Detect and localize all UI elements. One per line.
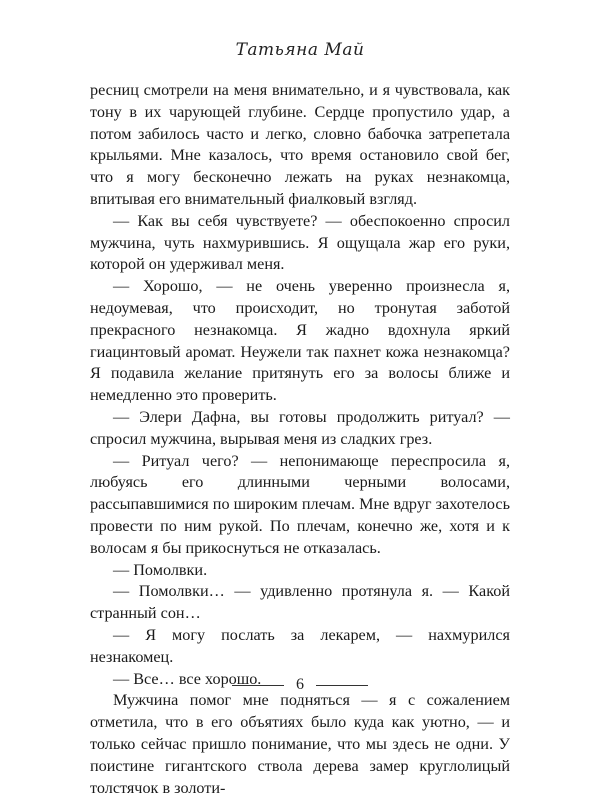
page-footer [0,676,600,694]
paragraph: — Хорошо, — не очень уверенно произнесла я, недоумевая, что происходит, но тронутая заботой прекрасного незнакомца. Я жадно вдохнула яркий гиацинтовый аромат. Неужели так пахнет кожа незнакомца? Я подавила желание притянуть его за волосы ближе и немедленно это проверить. [90,277,510,405]
page-number: 6 [296,676,304,693]
paragraph: — Ритуал чего? — непонимающе переспросила я, любуясь его длинными черными волосами, рассыпавшимися по широким плечам. Мне вдруг захотелось провести по ним рукой. По плечам, конечно же, хотя и к волосам я бы прикоснуться не отказалась. [90,451,510,557]
paragraph: — Помолвки. [113,560,208,579]
footer-rule-right [316,685,368,686]
paragraph: — Как вы себя чувствуете? — обеспокоенно спросил мужчина, чуть нахмурившись. Я ощущала жар его руки, которой он удерживал меня. [90,211,510,274]
paragraph: — Я могу послать за лекарем, — нахмурился незнакомец. [90,625,510,666]
paragraph: — Все… все хорошо. [113,669,262,688]
paragraph: — Помолвки… — удивленно протянула я. — Какой странный сон… [90,582,510,623]
paragraph: — Элери Дафна, вы готовы продолжить ритуал? — спросил мужчина, вырывая меня из сладких грез. [90,407,510,448]
running-header-author: Татьяна Май [235,40,365,60]
footer-rule-left [232,685,284,686]
paragraph: Мужчина помог мне подняться — я с сожалением отметила, что в его объятиях было куда как уютно, — и только сейчас пришло понимание, что мы здесь не одни. У поистине гигантского ствола дерева замер круглолицый толстячок в золоти- [90,691,510,797]
paragraph: ресниц смотрели на меня внимательно, и я чувствовала, как тону в их чарующей глубине. Сердце пропустило удар, а потом забилось часто и легко, словно бабочка затрепетала крыльями. Мне казалось, что время остановило свой бег, что я могу бесконечно лежать на руках незнакомца, впитывая его внимательный фиалковый взгляд. [90,81,510,208]
